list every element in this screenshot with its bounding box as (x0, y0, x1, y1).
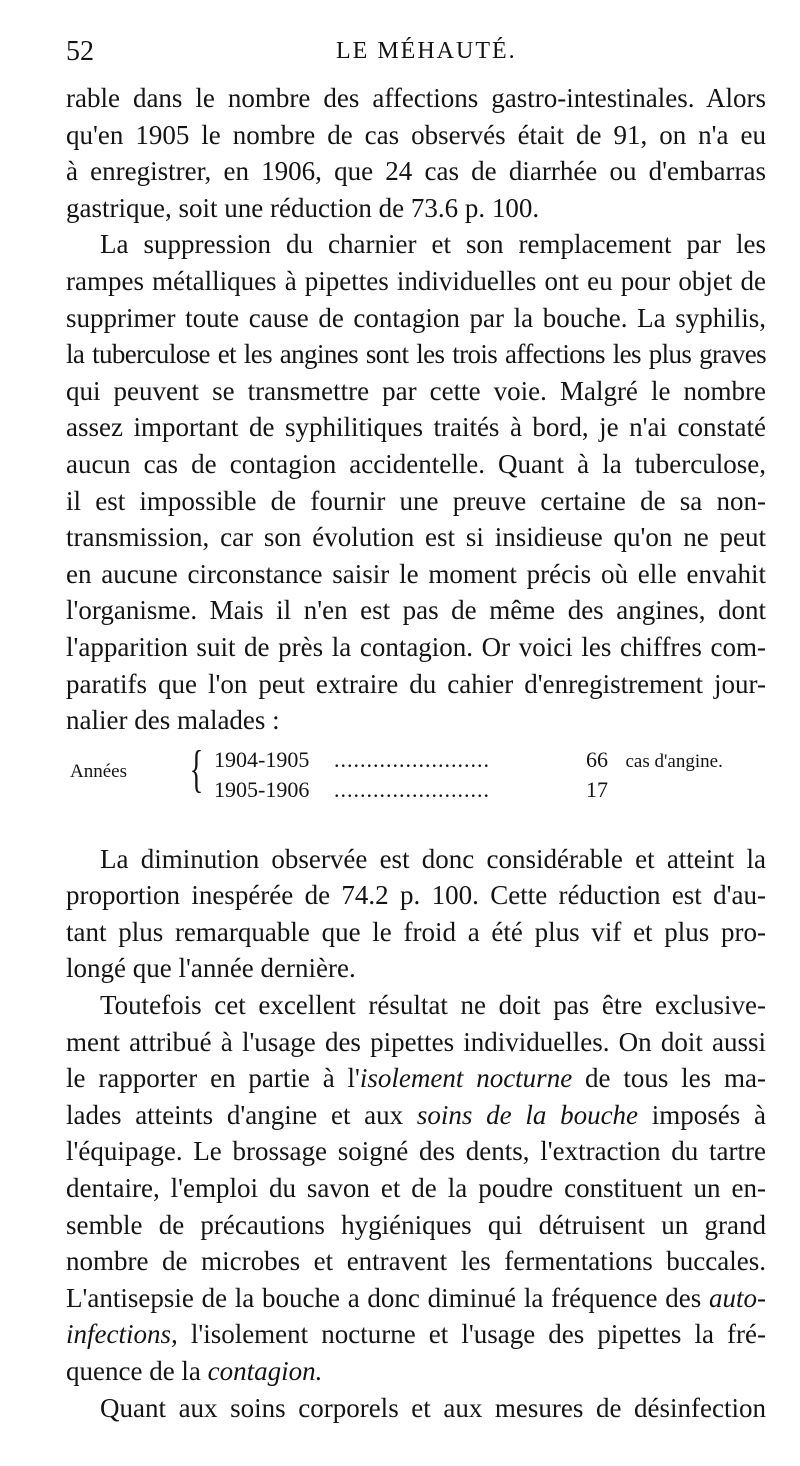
text-fragment: imposés à (638, 1099, 766, 1130)
page-number: 52 (66, 36, 94, 67)
text-line: gastrique, soit une réduction de 73.6 p. 100. (66, 192, 540, 223)
text-line (66, 1060, 766, 1097)
leader-dots: ........................ (334, 776, 490, 802)
table-period: 1905-1906 (214, 776, 310, 802)
italic-fragment: auto- (709, 1282, 766, 1313)
text-line: la tuberculose et les angines sont les trois affections les plus graves (66, 339, 766, 370)
text-line: nalier des malades : (66, 705, 280, 736)
text-line: ment attribué à l'usage des pipettes individuelles. On doit aussi (66, 1026, 766, 1057)
table-row (214, 777, 774, 803)
italic-fragment: infections, (66, 1319, 178, 1350)
text-fragment: lades atteints d'angine et aux (66, 1099, 417, 1130)
text-line: paratifs que l'on peut extraire du cahier d'enregistrement jour- (66, 668, 766, 699)
text-line: rable dans le nombre des affections gastro-intestinales. Alors (66, 83, 766, 113)
leader-dots: ........................ (334, 746, 490, 772)
text-line: tant plus remarquable que le froid a été plus vif et plus pro- (66, 916, 766, 947)
paragraph-toutefois (66, 987, 766, 1390)
text-line: rampes métalliques à pipettes individuelles ont eu pour objet de (66, 265, 766, 296)
brace-glyph: { (189, 740, 204, 798)
text-fragment: le rapporter en partie à l' (66, 1063, 360, 1094)
text-line: semble de précautions hygiéniques qui détruisent un grand (66, 1209, 766, 1240)
text-line: il est impossible de fournir une preuve certaine de sa non- (66, 485, 766, 516)
text-line: qui peuvent se transmettre par cette voie. Malgré le nombre (66, 375, 766, 406)
text-line: Toutefois cet excellent résultat ne doit pas être exclusive- (100, 990, 766, 1021)
paragraph-affections-gastro (66, 80, 766, 226)
table-label-annees: Années (70, 760, 127, 782)
table-row (214, 747, 774, 773)
table-unit: cas d'angine. (625, 750, 723, 772)
text-fragment: L'antisepsie de la bouche a donc diminué la fréquence des (66, 1282, 709, 1313)
text-line: aucun cas de contagion accidentelle. Quant à la tuberculose, (66, 448, 766, 479)
page-header (66, 36, 764, 70)
italic-fragment: contagion. (207, 1356, 323, 1386)
angine-table (66, 740, 766, 827)
text-line: transmission, car son évolution est si insidieuse qu'on ne peut (66, 522, 766, 553)
text-line: l'organisme. Mais il n'en est pas de même des angines, dont (66, 595, 766, 626)
text-line: l'équipage. Le brossage soigné des dents, l'extraction du tartre (66, 1136, 766, 1167)
page-body (66, 80, 766, 1426)
text-line (66, 1353, 766, 1390)
table-period: 1904-1905 (214, 746, 310, 772)
text-line: dentaire, l'emploi du savon et de la poudre constituent un en- (66, 1173, 766, 1204)
text-fragment: quence de la (66, 1356, 208, 1386)
text-line (66, 1280, 766, 1317)
text-line: supprimer toute cause de contagion par la bouche. La syphilis, (66, 302, 766, 333)
text-line: en aucune circonstance saisir le moment précis où elle envahit (66, 558, 766, 589)
paragraph-diminution (66, 841, 766, 987)
paragraph-contagion (66, 226, 766, 738)
table-value: 66 (586, 746, 608, 772)
paragraph-quant (66, 1390, 766, 1427)
text-line: Quant aux soins corporels et aux mesures de désinfection (100, 1392, 766, 1423)
italic-fragment: isolement nocturne (359, 1063, 573, 1094)
text-fragment: l'isolement nocturne et l'usage des pipettes la fré- (177, 1319, 766, 1350)
text-line: La diminution observée est donc considérable et atteint la (100, 843, 766, 874)
text-line (66, 1316, 766, 1353)
text-line: proportion inespérée de 74.2 p. 100. Cette réduction est d'au- (66, 880, 766, 911)
running-head: LE MÉHAUTÉ. (336, 38, 517, 64)
text-line (66, 1097, 766, 1134)
text-fragment: de tous les ma- (572, 1063, 766, 1094)
text-line: assez important de syphilitiques traités à bord, je n'ai constaté (66, 412, 766, 443)
italic-fragment: soins de la bouche (416, 1099, 639, 1130)
text-line: La suppression du charnier et son remplacement par les (100, 229, 766, 260)
text-line: qu'en 1905 le nombre de cas observés était de 91, on n'a eu (66, 119, 766, 150)
text-line: longé que l'année dernière. (66, 953, 356, 984)
table-value: 17 (586, 776, 608, 802)
text-line: l'apparition suit de près la contagion. Or voici les chiffres com- (66, 631, 766, 662)
text-line: à enregistrer, en 1906, que 24 cas de diarrhée ou d'embarras (66, 156, 766, 187)
text-line: nombre de microbes et entravent les fermentations buccales. (66, 1246, 766, 1277)
